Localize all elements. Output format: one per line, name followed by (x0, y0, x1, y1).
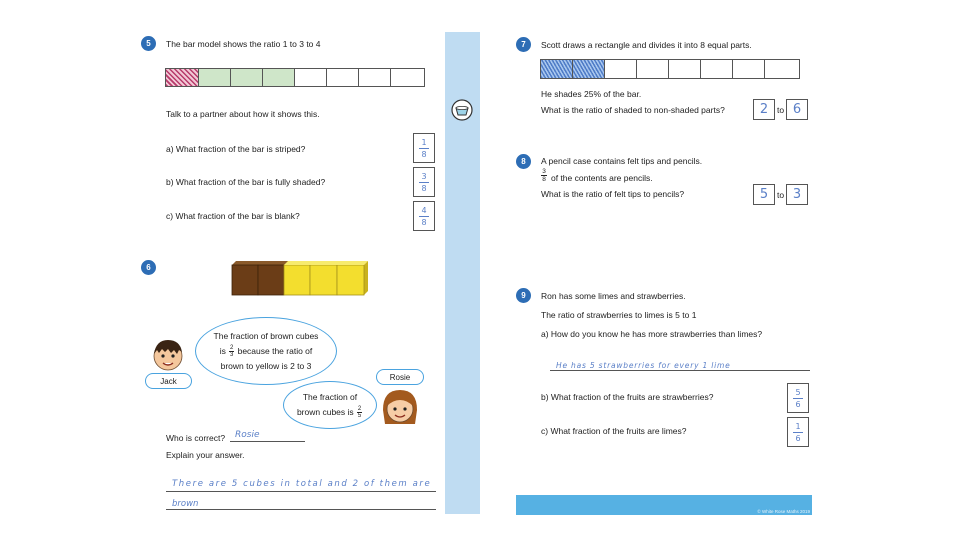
jack-line-2b: because the ratio of (237, 345, 313, 356)
fraction-numerator: 1 (795, 421, 801, 431)
q6-explain-answer-1: There are 5 cubes in total and 2 of them are (172, 479, 432, 489)
bar-cell-blank (605, 60, 637, 78)
q5-part-b: b) What fraction of the bar is fully shaded? (166, 177, 326, 187)
q9-line-2: The ratio of strawberries to limes is 5 to 1 (541, 310, 697, 320)
fraction-denominator: 6 (795, 433, 801, 443)
q5-talk: Talk to a partner about how it shows this. (166, 109, 320, 119)
bar-cell-blank (733, 60, 765, 78)
bar-cell-shaded (573, 60, 605, 78)
cube-row (228, 259, 373, 297)
q9-answer-c[interactable] (787, 417, 809, 447)
fraction-numerator: 1 (421, 137, 427, 147)
q7-answer-2[interactable]: 6 (786, 99, 808, 120)
q9-part-a: a) How do you know he has more strawberries than limes? (541, 329, 763, 339)
bar-cell-blank (669, 60, 701, 78)
q5-part-c: c) What fraction of the bar is blank? (166, 211, 300, 221)
q5-answer-c[interactable] (413, 201, 435, 231)
bar-cell-blank (391, 69, 424, 86)
cup-icon (451, 99, 473, 121)
q6-who-answer: Rosie (235, 430, 260, 440)
jack-line-3: brown to yellow is 2 to 3 (220, 360, 312, 371)
fraction-denominator: 8 (421, 183, 427, 193)
question-number-8: 8 (516, 154, 531, 169)
q6-explain-line-2 (166, 509, 436, 510)
q7-ratio-question: What is the ratio of shaded to non-shaded parts? (541, 105, 725, 115)
q6-explain: Explain your answer. (166, 450, 245, 460)
q7-bar (540, 59, 800, 79)
bar-cell-shaded (263, 69, 295, 86)
bar-cell-blank (701, 60, 733, 78)
q7-to: to (777, 105, 785, 115)
jack-line-2a: is (219, 345, 226, 356)
q8-answer-1[interactable]: 5 (753, 184, 775, 205)
q8-line-2: of the contents are pencils. (551, 173, 653, 183)
q7-answer-1[interactable]: 2 (753, 99, 775, 120)
bar-cell-blank (765, 60, 799, 78)
q9-answer-a: He has 5 strawberries for every 1 lime (556, 361, 731, 370)
jack-line-1: The fraction of brown cubes (213, 330, 319, 341)
bar-cell-blank (295, 69, 327, 86)
rosie-line-1: The fraction of (302, 392, 358, 402)
jack-speech-bubble (195, 317, 337, 385)
q6-explain-line-1 (166, 491, 436, 492)
fraction-denominator: 8 (421, 217, 427, 227)
jack-fraction: $\frac{2}{3}$ (230, 344, 234, 358)
bar-cell-striped (166, 69, 199, 86)
q9-part-b: b) What fraction of the fruits are strawberries? (541, 392, 714, 402)
question-number-7: 7 (516, 37, 531, 52)
q7-prompt: Scott draws a rectangle and divides it into 8 equal parts. (541, 40, 752, 50)
question-number-5: 5 (141, 36, 156, 51)
q5-prompt: The bar model shows the ratio 1 to 3 to 4 (166, 39, 321, 49)
rosie-line-2: brown cubes is (296, 407, 354, 417)
rosie-fraction: $\frac{2}{5}$ (357, 406, 362, 420)
q6-who-correct: Who is correct? (166, 433, 226, 443)
q6-who-answer-line (230, 441, 305, 442)
q7-shades: He shades 25% of the bar. (541, 89, 642, 99)
bar-cell-blank (327, 69, 359, 86)
bar-cell-shaded (231, 69, 263, 86)
q5-bar-model (165, 68, 425, 87)
rosie-speech-bubble (283, 381, 377, 429)
q9-answer-a-line (550, 370, 810, 371)
q9-line-1: Ron has some limes and strawberries. (541, 291, 686, 301)
q8-to: to (777, 190, 785, 200)
rosie-face-icon (379, 386, 421, 428)
q8-line-1: A pencil case contains felt tips and pencils. (541, 156, 703, 166)
question-number-9: 9 (516, 288, 531, 303)
fraction-denominator: 6 (795, 399, 801, 409)
bar-cell-blank (637, 60, 669, 78)
q9-answer-b[interactable] (787, 383, 809, 413)
footer-copyright: © White Rose Maths 2019 (757, 509, 810, 514)
jack-label: Jack (145, 373, 192, 389)
fraction-numerator: 3 (421, 171, 427, 181)
q5-answer-a[interactable] (413, 133, 435, 163)
bar-cell-blank (359, 69, 391, 86)
fraction-numerator: 5 (795, 387, 801, 397)
bar-cell-shaded (541, 60, 573, 78)
rosie-label: Rosie (376, 369, 424, 385)
q9-part-c: c) What fraction of the fruits are limes? (541, 426, 687, 436)
fraction-numerator: 4 (421, 205, 427, 215)
q6-explain-answer-2: brown (172, 499, 199, 509)
q8-answer-2[interactable]: 3 (786, 184, 808, 205)
jack-face-icon (148, 334, 188, 374)
q5-answer-b[interactable] (413, 167, 435, 197)
fraction-denominator: 8 (421, 149, 427, 159)
q8-line-3: What is the ratio of felt tips to pencils? (541, 189, 685, 199)
q5-part-a: a) What fraction of the bar is striped? (166, 144, 306, 154)
question-number-6: 6 (141, 260, 156, 275)
q8-fraction: 3 8 (542, 168, 546, 183)
bar-cell-shaded (199, 69, 231, 86)
